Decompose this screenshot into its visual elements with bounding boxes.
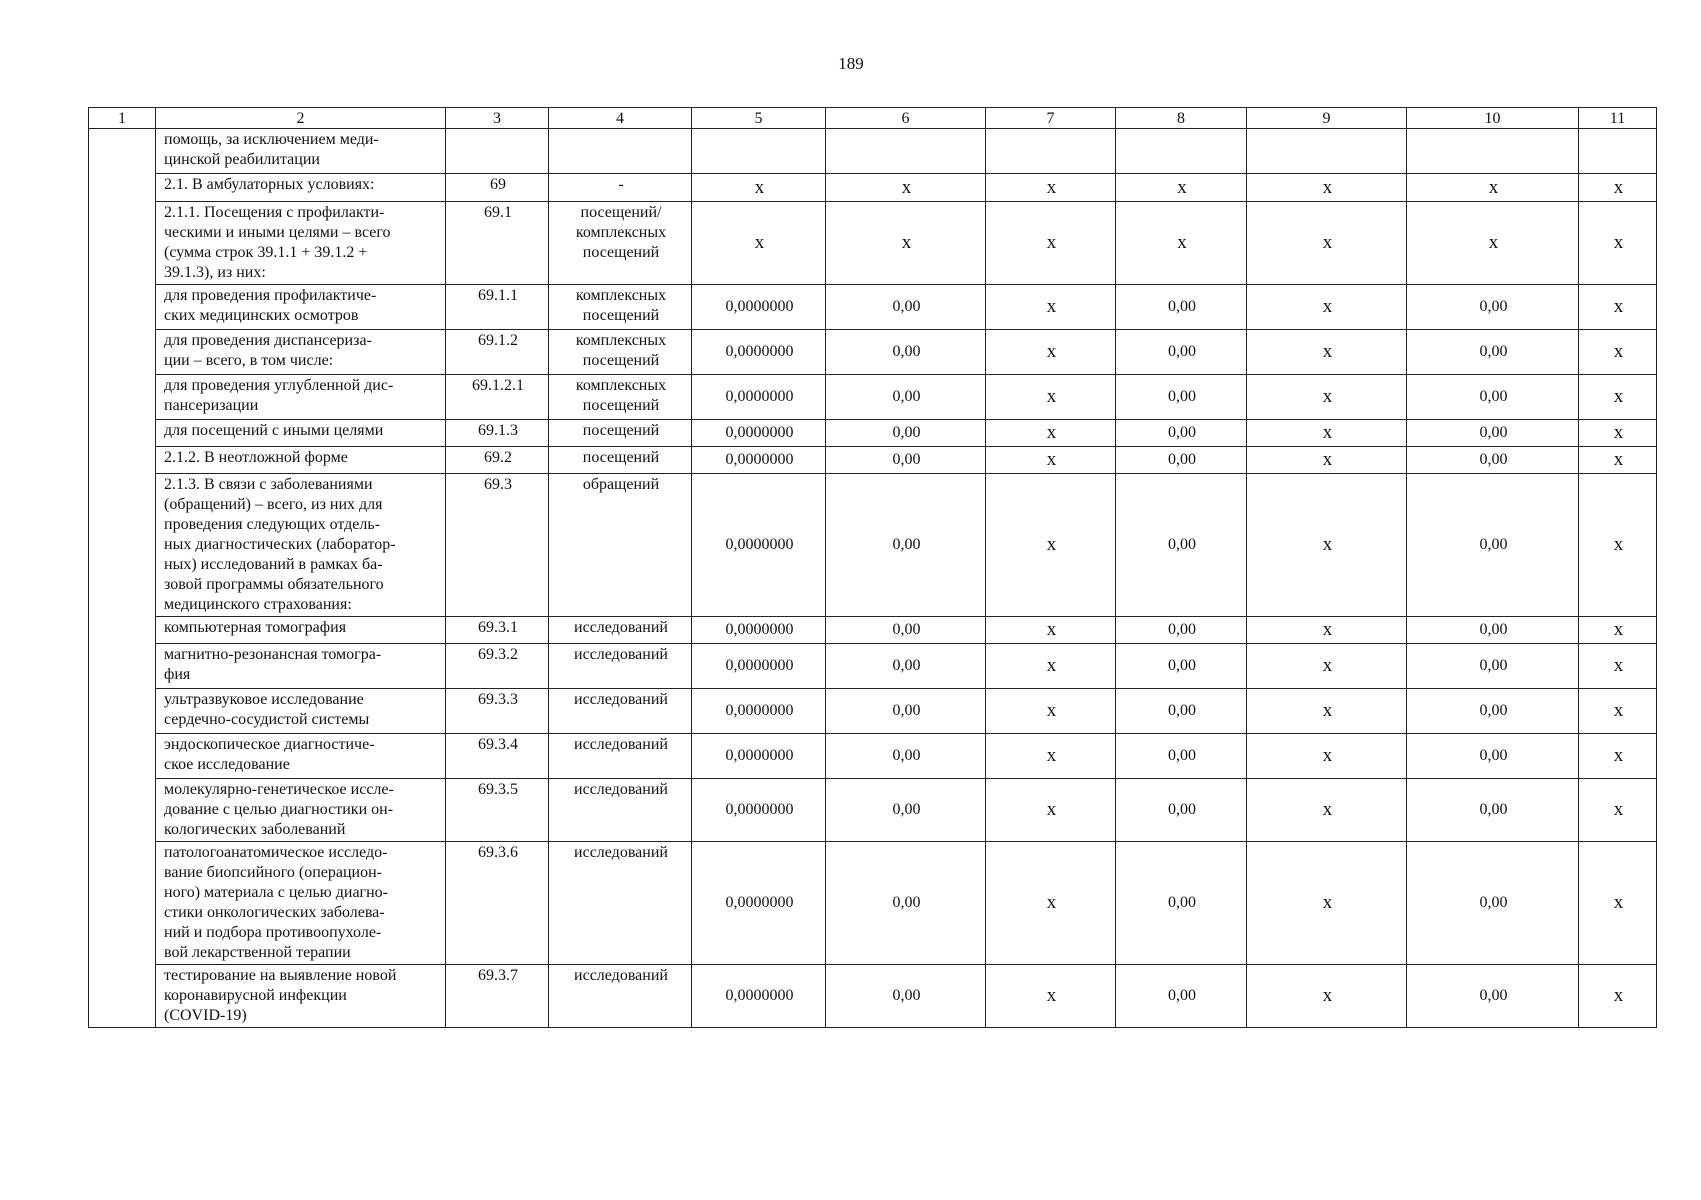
value-c6: х	[826, 174, 986, 202]
value-c11: х	[1579, 644, 1657, 689]
value-c9	[1247, 129, 1407, 174]
value-c10: 0,00	[1407, 734, 1579, 779]
row-name: 2.1.2. В неотложной форме	[156, 447, 446, 474]
value-c9: х	[1247, 689, 1407, 734]
row-code: 69.3	[446, 474, 549, 617]
value-c6: х	[826, 202, 986, 285]
value-c10: 0,00	[1407, 330, 1579, 375]
row-unit: комплексных посещений	[549, 330, 692, 375]
value-c8: 0,00	[1116, 779, 1247, 842]
value-c9: х	[1247, 202, 1407, 285]
value-c5: 0,0000000	[692, 330, 826, 375]
value-c11: х	[1579, 474, 1657, 617]
value-c7: х	[986, 644, 1116, 689]
value-c5	[692, 129, 826, 174]
value-c7: х	[986, 285, 1116, 330]
row-unit: посещений/ комплексных посещений	[549, 202, 692, 285]
value-c6: 0,00	[826, 375, 986, 420]
row-code: 69.1	[446, 202, 549, 285]
value-c6: 0,00	[826, 420, 986, 447]
value-c6	[826, 129, 986, 174]
value-c5: 0,0000000	[692, 375, 826, 420]
value-c9: х	[1247, 734, 1407, 779]
row-code: 69	[446, 174, 549, 202]
value-c6: 0,00	[826, 779, 986, 842]
value-c8: 0,00	[1116, 644, 1247, 689]
table-row	[89, 734, 1657, 779]
table-row	[89, 330, 1657, 375]
row-name: для проведения диспансериза- ции – всего, в том числе:	[156, 330, 446, 375]
value-c8: 0,00	[1116, 330, 1247, 375]
value-c9: х	[1247, 644, 1407, 689]
value-c6: 0,00	[826, 689, 986, 734]
value-c11: х	[1579, 447, 1657, 474]
table-row	[89, 420, 1657, 447]
table-row	[89, 375, 1657, 420]
value-c8: 0,00	[1116, 285, 1247, 330]
row-code: 69.1.1	[446, 285, 549, 330]
row-name: 2.1.3. В связи с заболеваниями (обращений) – всего, из них для проведения следующих отдель- ных диагностических (лаборатор- ных) исследований в рамках ба- зовой программы обязательного медицинского страхования:	[156, 474, 446, 617]
page-number: 189	[838, 54, 864, 73]
value-c11: х	[1579, 174, 1657, 202]
table-row	[89, 689, 1657, 734]
value-c8: 0,00	[1116, 689, 1247, 734]
table-row	[89, 474, 1657, 617]
column-number: 4	[549, 108, 692, 129]
table-row	[89, 447, 1657, 474]
row-unit	[549, 129, 692, 174]
value-c8: х	[1116, 174, 1247, 202]
value-c7: х	[986, 734, 1116, 779]
value-c9: х	[1247, 842, 1407, 965]
row-code: 69.3.1	[446, 617, 549, 644]
value-c8: 0,00	[1116, 375, 1247, 420]
row-name: тестирование на выявление новой коронавирусной инфекции (COVID-19)	[156, 965, 446, 1028]
value-c11: х	[1579, 420, 1657, 447]
row-unit: комплексных посещений	[549, 285, 692, 330]
value-c8: 0,00	[1116, 474, 1247, 617]
value-c10	[1407, 129, 1579, 174]
table-row	[89, 129, 1657, 174]
value-c5: 0,0000000	[692, 689, 826, 734]
column-number: 1	[89, 108, 156, 129]
value-c9: х	[1247, 617, 1407, 644]
column-number: 11	[1579, 108, 1657, 129]
value-c7: х	[986, 447, 1116, 474]
value-c11: х	[1579, 842, 1657, 965]
row-code: 69.1.2	[446, 330, 549, 375]
row-name: 2.1.1. Посещения с профилакти- ческими и иными целями – всего (сумма строк 39.1.1 + 39.1.2 + 39.1.3), из них:	[156, 202, 446, 285]
row-name: для проведения углубленной дис- пансеризации	[156, 375, 446, 420]
column-number: 5	[692, 108, 826, 129]
value-c7: х	[986, 474, 1116, 617]
value-c5: 0,0000000	[692, 474, 826, 617]
value-c7: х	[986, 617, 1116, 644]
value-c11: х	[1579, 285, 1657, 330]
value-c6: 0,00	[826, 644, 986, 689]
section-number-cell	[89, 129, 156, 1028]
value-c9: х	[1247, 285, 1407, 330]
row-name: патологоанатомическое исследо- вание биопсийного (операцион- ного) материала с целью диагно- стики онкологических заболева- ний и подбора противоопухоле- вой лекарственной терапии	[156, 842, 446, 965]
table-row	[89, 202, 1657, 285]
table-row	[89, 779, 1657, 842]
value-c5: 0,0000000	[692, 285, 826, 330]
value-c6: 0,00	[826, 965, 986, 1028]
value-c9: х	[1247, 420, 1407, 447]
row-code	[446, 129, 549, 174]
value-c5: 0,0000000	[692, 779, 826, 842]
table-row	[89, 617, 1657, 644]
row-code: 69.3.6	[446, 842, 549, 965]
value-c10: х	[1407, 174, 1579, 202]
value-c7: х	[986, 330, 1116, 375]
value-c11: х	[1579, 202, 1657, 285]
value-c8: 0,00	[1116, 617, 1247, 644]
row-name: для посещений с иными целями	[156, 420, 446, 447]
value-c8: 0,00	[1116, 447, 1247, 474]
value-c9: х	[1247, 474, 1407, 617]
value-c7: х	[986, 965, 1116, 1028]
column-number: 8	[1116, 108, 1247, 129]
value-c7: х	[986, 689, 1116, 734]
column-number: 6	[826, 108, 986, 129]
column-number: 10	[1407, 108, 1579, 129]
value-c6: 0,00	[826, 734, 986, 779]
value-c8: 0,00	[1116, 734, 1247, 779]
value-c9: х	[1247, 779, 1407, 842]
value-c10: 0,00	[1407, 842, 1579, 965]
value-c7: х	[986, 779, 1116, 842]
row-unit: комплексных посещений	[549, 375, 692, 420]
value-c6: 0,00	[826, 617, 986, 644]
column-number: 3	[446, 108, 549, 129]
value-c5: 0,0000000	[692, 447, 826, 474]
row-name: магнитно-резонансная томогра- фия	[156, 644, 446, 689]
value-c5: 0,0000000	[692, 617, 826, 644]
value-c8: 0,00	[1116, 420, 1247, 447]
value-c10: 0,00	[1407, 285, 1579, 330]
column-number: 7	[986, 108, 1116, 129]
value-c11	[1579, 129, 1657, 174]
value-c10: 0,00	[1407, 420, 1579, 447]
row-code: 69.2	[446, 447, 549, 474]
row-unit: обращений	[549, 474, 692, 617]
value-c11: х	[1579, 330, 1657, 375]
row-unit: исследований	[549, 965, 692, 1028]
column-number-row	[89, 108, 1657, 129]
value-c8: 0,00	[1116, 842, 1247, 965]
row-name: для проведения профилактиче- ских медицинских осмотров	[156, 285, 446, 330]
table-row	[89, 965, 1657, 1028]
row-name: 2.1. В амбулаторных условиях:	[156, 174, 446, 202]
row-unit: исследований	[549, 617, 692, 644]
value-c7: х	[986, 842, 1116, 965]
value-c5: 0,0000000	[692, 842, 826, 965]
value-c11: х	[1579, 734, 1657, 779]
value-c7: х	[986, 202, 1116, 285]
value-c9: х	[1247, 447, 1407, 474]
value-c7	[986, 129, 1116, 174]
row-unit: -	[549, 174, 692, 202]
value-c10: 0,00	[1407, 474, 1579, 617]
row-name: компьютерная томография	[156, 617, 446, 644]
value-c11: х	[1579, 779, 1657, 842]
value-c6: 0,00	[826, 285, 986, 330]
row-unit: посещений	[549, 447, 692, 474]
column-number: 9	[1247, 108, 1407, 129]
row-unit: исследований	[549, 644, 692, 689]
value-c6: 0,00	[826, 842, 986, 965]
value-c10: 0,00	[1407, 447, 1579, 474]
row-code: 69.3.5	[446, 779, 549, 842]
value-c7: х	[986, 420, 1116, 447]
row-code: 69.1.2.1	[446, 375, 549, 420]
row-code: 69.3.7	[446, 965, 549, 1028]
value-c6: 0,00	[826, 330, 986, 375]
value-c5: 0,0000000	[692, 734, 826, 779]
value-c9: х	[1247, 174, 1407, 202]
row-code: 69.1.3	[446, 420, 549, 447]
row-unit: исследований	[549, 734, 692, 779]
row-code: 69.3.4	[446, 734, 549, 779]
row-code: 69.3.2	[446, 644, 549, 689]
value-c7: х	[986, 174, 1116, 202]
table-row	[89, 174, 1657, 202]
value-c5: 0,0000000	[692, 420, 826, 447]
value-c10: х	[1407, 202, 1579, 285]
value-c11: х	[1579, 965, 1657, 1028]
value-c10: 0,00	[1407, 375, 1579, 420]
value-c10: 0,00	[1407, 689, 1579, 734]
value-c8: х	[1116, 202, 1247, 285]
value-c11: х	[1579, 375, 1657, 420]
value-c10: 0,00	[1407, 644, 1579, 689]
row-name: эндоскопическое диагностиче- ское исследование	[156, 734, 446, 779]
value-c11: х	[1579, 617, 1657, 644]
row-name: помощь, за исключением меди- цинской реабилитации	[156, 129, 446, 174]
column-number: 2	[156, 108, 446, 129]
value-c5: х	[692, 174, 826, 202]
value-c6: 0,00	[826, 474, 986, 617]
row-name: ультразвуковое исследование сердечно-сосудистой системы	[156, 689, 446, 734]
value-c8	[1116, 129, 1247, 174]
value-c5: 0,0000000	[692, 965, 826, 1028]
data-table	[88, 107, 1657, 1028]
value-c5: 0,0000000	[692, 644, 826, 689]
row-unit: посещений	[549, 420, 692, 447]
value-c9: х	[1247, 965, 1407, 1028]
table-row	[89, 644, 1657, 689]
value-c11: х	[1579, 689, 1657, 734]
row-unit: исследований	[549, 779, 692, 842]
table-row	[89, 285, 1657, 330]
row-unit: исследований	[549, 842, 692, 965]
value-c9: х	[1247, 375, 1407, 420]
table-row	[89, 842, 1657, 965]
value-c9: х	[1247, 330, 1407, 375]
value-c10: 0,00	[1407, 779, 1579, 842]
value-c7: х	[986, 375, 1116, 420]
value-c8: 0,00	[1116, 965, 1247, 1028]
value-c5: х	[692, 202, 826, 285]
value-c10: 0,00	[1407, 965, 1579, 1028]
row-unit: исследований	[549, 689, 692, 734]
value-c10: 0,00	[1407, 617, 1579, 644]
row-code: 69.3.3	[446, 689, 549, 734]
row-name: молекулярно-генетическое иссле- дование с целью диагностики он- кологических заболеваний	[156, 779, 446, 842]
value-c6: 0,00	[826, 447, 986, 474]
